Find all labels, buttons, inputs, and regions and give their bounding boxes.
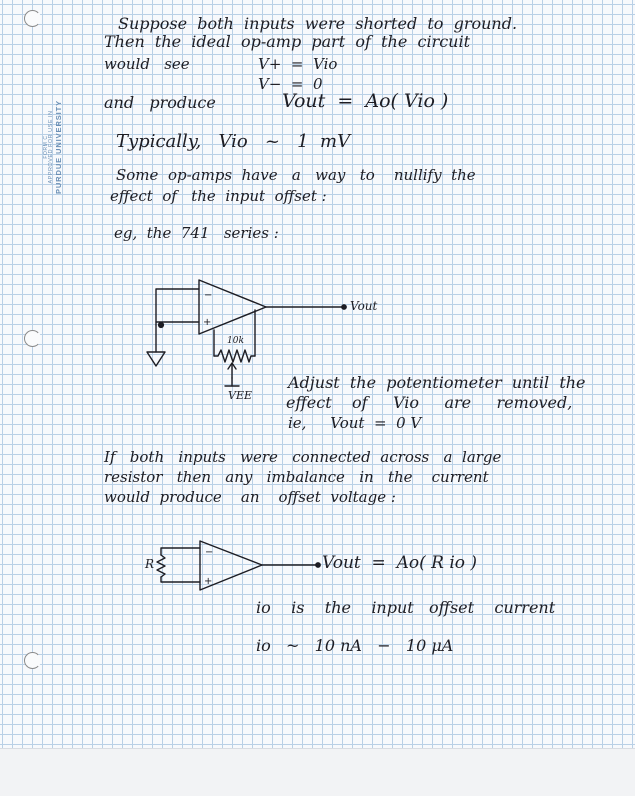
note-line: Typically, Vio ~ 1 mV bbox=[116, 131, 351, 152]
equation: V− = 0 bbox=[258, 75, 323, 93]
equation: Vout = Ao( R io ) bbox=[322, 553, 478, 573]
side-print-form: FORM C bbox=[43, 135, 49, 159]
equation: io ~ 10 nA − 10 μA bbox=[256, 636, 454, 655]
noninverting-sign: + bbox=[204, 576, 213, 587]
note-line: Some op-amps have a way to nullify the bbox=[116, 166, 476, 184]
inverting-sign: − bbox=[205, 547, 214, 558]
note-line: If both inputs were connected across a large bbox=[104, 448, 502, 466]
output-label: Vout bbox=[350, 299, 378, 313]
note-line: resistor then any imbalance in the current bbox=[104, 468, 489, 486]
resistor-label: R bbox=[145, 557, 155, 571]
pot-value-label: 10k bbox=[227, 336, 244, 346]
equation: V+ = Vio bbox=[258, 55, 338, 73]
note-line: eg, the 741 series : bbox=[114, 224, 279, 242]
note-line: effect of Vio are removed, bbox=[286, 393, 573, 412]
note-line: io is the input offset current bbox=[256, 598, 556, 617]
note-line: Then the ideal op-amp part of the circuit bbox=[104, 32, 471, 51]
note-line: Suppose both inputs were shorted to ground. bbox=[118, 14, 518, 33]
equation: ie, Vout = 0 V bbox=[288, 414, 422, 432]
side-print-university: PURDUE UNIVERSITY bbox=[54, 99, 64, 195]
note-line: Adjust the potentiometer until the bbox=[288, 373, 586, 392]
inverting-sign: − bbox=[204, 290, 213, 301]
equation: Vout = Ao( Vio ) bbox=[282, 90, 449, 112]
vee-label: VEE bbox=[228, 389, 253, 402]
note-line: and produce bbox=[104, 93, 216, 112]
side-print-approved: APPROVED FOR USE IN bbox=[48, 110, 55, 184]
note-line: effect of the input offset : bbox=[110, 187, 327, 205]
note-line: would produce an offset voltage : bbox=[104, 488, 396, 506]
noninverting-sign: + bbox=[203, 317, 212, 328]
note-line: would see bbox=[104, 55, 190, 73]
scan-bottom-edge bbox=[0, 748, 635, 796]
